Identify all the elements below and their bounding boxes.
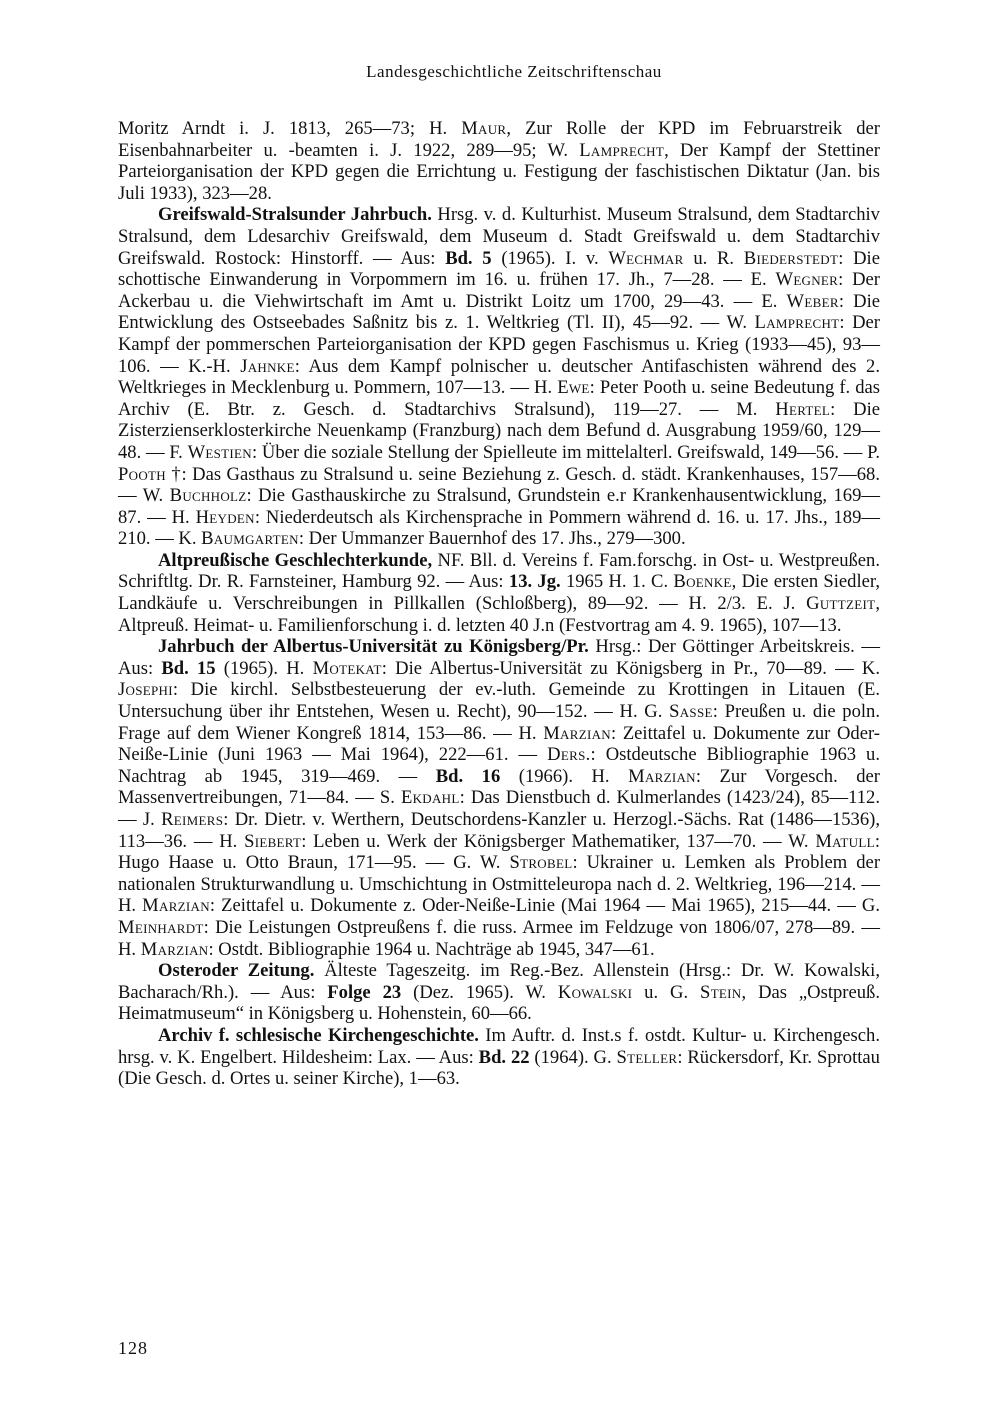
running-head: Landesgeschichtliche Zeitschriftenschau [366, 62, 662, 81]
body-text [118, 118, 880, 1090]
page [118, 62, 880, 1090]
page-number: 128 [118, 1338, 148, 1358]
entry-jahrbuch-albertus-universitaet: Jahrbuch der Albertus-Universität zu Königsberg/Pr. Hrsg.: Der Göttinger Arbeitskreis. — Aus: Bd. 15 (1965). H. Motekat: Die Albertus-Universität zu Königsberg in Pr., 70—89. — K. Josephi: Die kirchl. Selbstbesteuerung der ev.-luth. Gemeinde zu Krottingen in Litauen (E. Untersuchung über ihr Entstehen, Wesen u. Recht), 90—152. — H. G. Sasse: Preußen u. die poln. Frage auf dem Wiener Kongreß 1814, 153—86. — H. Marzian: Zeittafel u. Dokumente zur Oder-Neiße-Linie (Juni 1963 — Mai 1964), 222—61. — Ders.: Ostdeutsche Bibliographie 1963 u. Nachtrag ab 1945, 319—469. — Bd. 16 (1966). H. Marzian: Zur Vorgesch. der Massenvertreibungen, 71—84. — S. Ekdahl: Das Dienstbuch d. Kulmerlandes (1423/24), 85—112. — J. Reimers: Dr. Dietr. v. Werthern, Deutschordens-Kanzler u. Herzogl.-Sächs. Rat (1486—1536), 113—36. — H. Siebert: Leben u. Werk der Königsberger Mathematiker, 137—70. — W. Matull: Hugo Haase u. Otto Braun, 171—95. — G. W. Strobel: Ukrainer u. Lemken als Problem der nationalen Strukturwandlung u. Umschichtung in Ostmitteleuropa nach d. 2. Weltkrieg, 196—214. — H. Marzian: Zeittafel u. Dokumente z. Oder-Neiße-Linie (Mai 1964 — Mai 1965), 215—44. — G. Meinhardt: Die Leistungen Ostpreußens f. die russ. Armee im Feldzuge von 1806/07, 278—89. — H. Marzian: Ostdt. Bibliographie 1964 u. Nachträge ab 1945, 347—61. [118, 636, 881, 960]
entry-osteroder-zeitung: Osteroder Zeitung. Älteste Tageszeitg. im Reg.-Bez. Allenstein (Hrsg.: Dr. W. Kowalski, Bacharach/Rh.). — Aus: Folge 23 (Dez. 1965). W. Kowalski u. G. Stein, Das „Ostpreuß. Heimatmuseum“ in Königsberg u. Hohenstein, 60—66. [118, 960, 881, 1025]
entry-altpreussische-geschlechterkunde: Altpreußische Geschlechterkunde, NF. Bll. d. Vereins f. Fam.forschg. in Ost- u. Westpreußen. Schriftltg. Dr. R. Farnsteiner, Hamburg 92. — Aus: 13. Jg. 1965 H. 1. C. Boenke, Die ersten Siedler, Landkäufe u. Verschreibungen in Pillkallen (Schloßberg), 89—92. — H. 2/3. E. J. Guttzeit, Altpreuß. Heimat- u. Familienforschung i. d. letzten 40 J.n (Festvortrag am 4. 9. 1965), 107—13. [118, 549, 880, 636]
entry-continuation: Moritz Arndt i. J. 1813, 265—73; H. Maur, Zur Rolle der KPD im Februarstreik der Eisenbahnarbeiter u. -beamten i. J. 1922, 289—95; W. Lamprecht, Der Kampf der Stettiner Parteiorganisation der KPD gegen die Errichtung u. Festigung der faschistischen Diktatur (Jan. bis Juli 1933), 323—28. [118, 118, 880, 204]
entry-archiv-schlesische-kirchengeschichte: Archiv f. schlesische Kirchengeschichte. Im Auftr. d. Inst.s f. ostdt. Kultur- u. Kirchengesch. hrsg. v. K. Engelbert. Hildesheim: Lax. — Aus: Bd. 22 (1964). G. Steller: Rückersdorf, Kr. Sprottau (Die Gesch. d. Ortes u. seiner Kirche), 1—63. [118, 1024, 880, 1090]
entry-greifswald-stralsunder-jahrbuch: Greifswald-Stralsunder Jahrbuch. Hrsg. v. d. Kulturhist. Museum Stralsund, dem Stadtarchiv Stralsund, dem Ldesarchiv Greifswald, dem Museum d. Stadt Greifswald u. dem Stadtarchiv Greifswald. Rostock: Hinstorff. — Aus: Bd. 5 (1965). I. v. Wechmar u. R. Biederstedt: Die schottische Einwanderung in Vorpommern im 16. u. frühen 17. Jh., 7—28. — E. Wegner: Der Ackerbau u. die Viehwirtschaft im Amt u. Distrikt Loitz um 1700, 29—43. — E. Weber: Die Entwicklung des Ostseebades Saßnitz bis z. 1. Weltkrieg (Tl. II), 45—92. — W. Lamprecht: Der Kampf der pommerschen Parteiorganisation der KPD gegen Faschismus u. Krieg (1933—45), 93—106. — K.-H. Jahnke: Aus dem Kampf polnischer u. deutscher Antifaschisten während des 2. Weltkrieges in Mecklenburg u. Pommern, 107—13. — H. Ewe: Peter Pooth u. seine Bedeutung f. das Archiv (E. Btr. z. Gesch. d. Stadtarchivs Stralsund), 119—27. — M. Hertel: Die Zisterzienserklosterkirche Neuenkamp (Franzburg) nach dem Befund d. Ausgrabung 1959/60, 129—48. — F. Westien: Über die soziale Stellung der Spielleute im mittelalterl. Greifswald, 149—56. — P. Pooth †: Das Gasthaus zu Stralsund u. seine Beziehung z. Gesch. d. städt. Krankenhauses, 157—68. — W. Buchholz: Die Gasthauskirche zu Stralsund, Grundstein e.r Krankenhausentwicklung, 169—87. — H. Heyden: Niederdeutsch als Kirchensprache in Pommern während d. 16. u. 17. Jhs., 189—210. — K. Baumgarten: Der Ummanzer Bauernhof des 17. Jhs., 279—300. [118, 204, 881, 550]
